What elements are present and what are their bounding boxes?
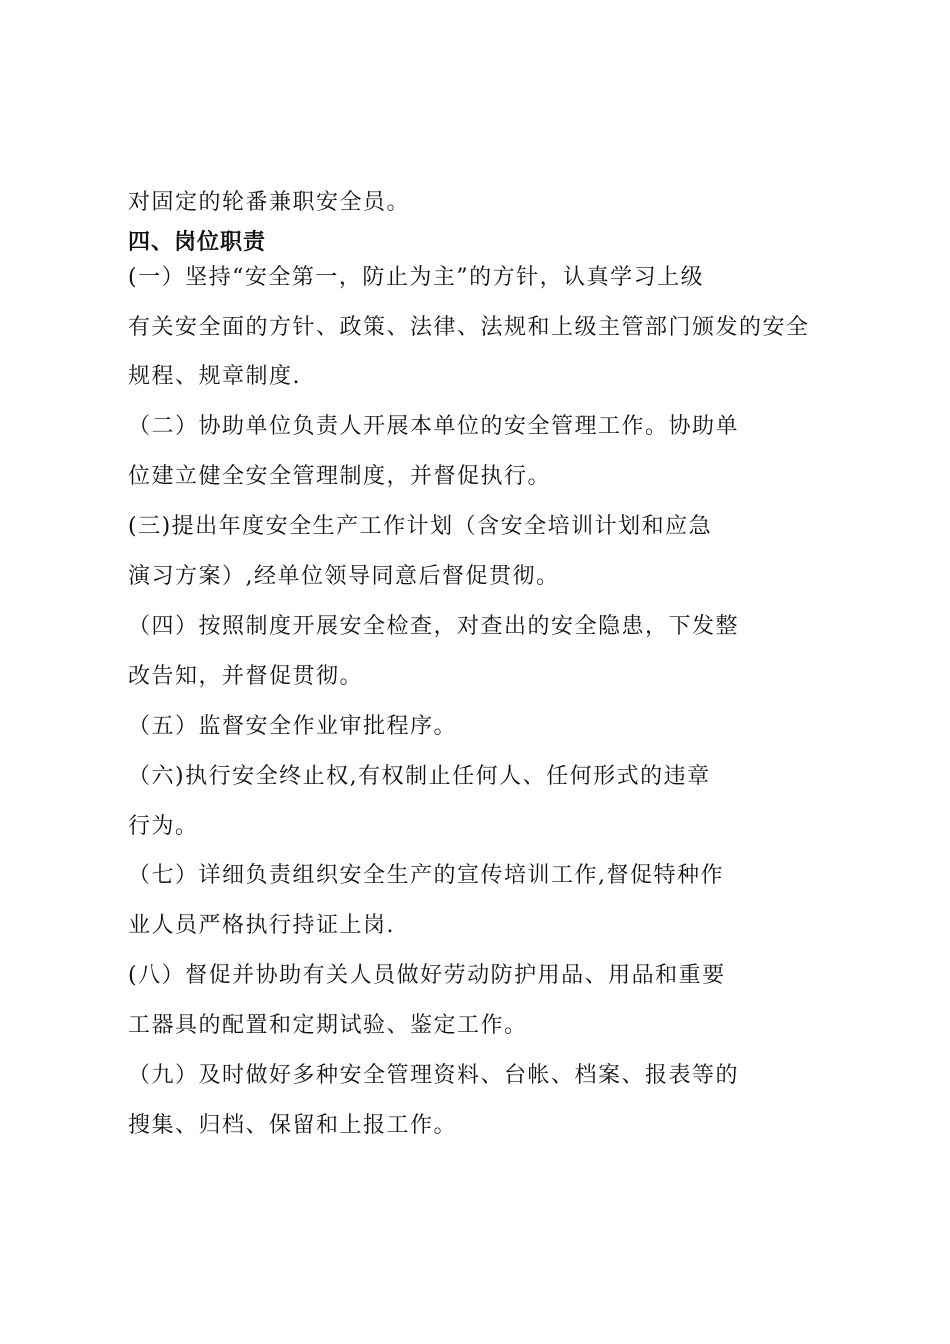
- text-line: 工器具的配置和定期试验、鉴定工作。: [128, 1013, 528, 1038]
- text-line: 搜集、归档、保留和上报工作。: [128, 1113, 458, 1138]
- text-line: （五）监督安全作业审批程序。: [128, 714, 458, 739]
- text-line: （二）协助单位负责人开展本单位的安全管理工作。协助单: [128, 414, 740, 439]
- text-line: 演习方案）,经单位领导同意后督促贯彻。: [128, 564, 560, 589]
- text-line: 位建立健全安全管理制度，并督促执行。: [128, 464, 552, 489]
- intro-line: 对固定的轮番兼职安全员。: [128, 190, 411, 215]
- text-line: 规程、规章制度.: [128, 364, 301, 389]
- text-line: 行为。: [128, 814, 199, 839]
- text-line: （四）按照制度开展安全检查，对查出的安全隐患，下发整: [128, 614, 740, 639]
- text-line: (三)提出年度安全生产工作计划（含安全培训计划和应急: [128, 514, 713, 539]
- section-heading: 四、岗位职责: [128, 230, 267, 255]
- text-line: （七）详细负责组织安全生产的宣传培训工作,督促特种作: [128, 863, 724, 888]
- text-line: 业人员严格执行持证上岗.: [128, 913, 395, 938]
- text-line: （六)执行安全终止权,有权制止任何人、任何形式的违章: [128, 764, 711, 789]
- text-line: (一）坚持“安全第一，防止为主”的方针，认真学习上级: [128, 265, 705, 290]
- text-line: (八）督促并协助有关人员做好劳动防护用品、用品和重要: [128, 963, 726, 988]
- text-line: 改告知，并督促贯彻。: [128, 664, 364, 689]
- text-line: 有关安全面的方针、政策、法律、法规和上级主管部门颁发的安全: [128, 315, 810, 340]
- text-line: （九）及时做好多种安全管理资料、台帐、档案、报表等的: [128, 1063, 740, 1088]
